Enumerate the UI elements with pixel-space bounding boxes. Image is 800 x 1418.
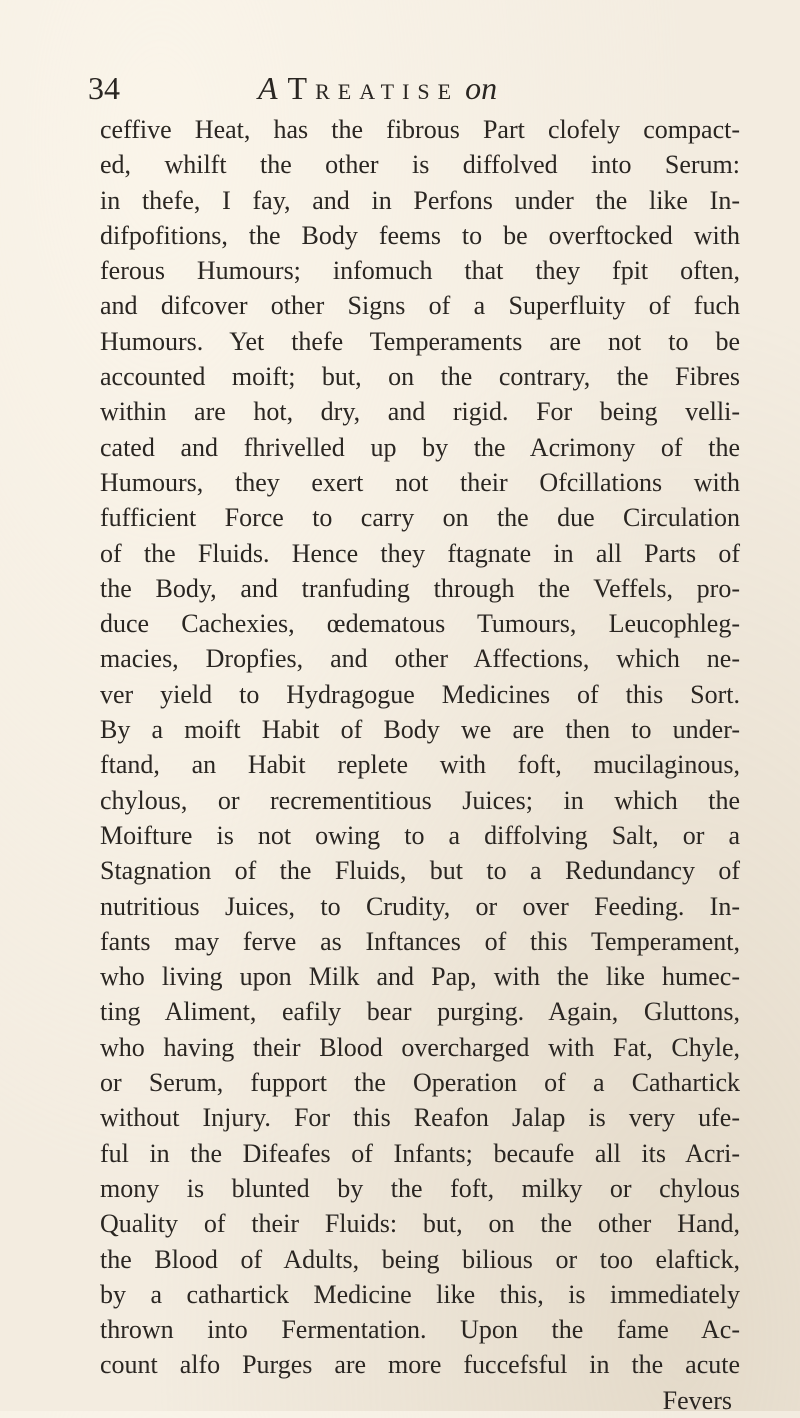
running-title-word: Treatise — [287, 70, 460, 106]
running-title — [258, 66, 497, 110]
text-line: without Injury. For this Reafon Jalap is very ufe- — [100, 1103, 740, 1133]
text-line: Humours, they exert not their Ofcillations with — [100, 467, 740, 497]
text-line: cated and fhrivelled up by the Acrimony of the — [100, 432, 740, 462]
running-title-article: A — [258, 70, 278, 106]
page-number: 34 — [88, 70, 120, 106]
text-line: count alfo Purges are more fuccefsful in the acute — [100, 1350, 740, 1380]
text-line: who living upon Milk and Pap, with the like humec- — [100, 962, 740, 992]
text-line: macies, Dropfies, and other Affections, which ne- — [100, 644, 740, 674]
text-line: By a moift Habit of Body we are then to under- — [100, 715, 740, 745]
text-line: thrown into Fermentation. Upon the fame Ac- — [100, 1315, 740, 1345]
text-line: accounted moift; but, on the contrary, the Fibres — [100, 362, 740, 392]
text-line: ting Aliment, eafily bear purging. Again, Gluttons, — [100, 997, 740, 1027]
text-line: of the Fluids. Hence they ftagnate in all Parts of — [100, 538, 740, 568]
text-line: ed, whilft the other is diffolved into Serum: — [100, 150, 740, 180]
text-line: ver yield to Hydragogue Medicines of this Sort. — [100, 679, 740, 709]
text-line: and difcover other Signs of a Superfluity of fuch — [100, 291, 740, 321]
running-head — [88, 66, 728, 116]
text-line: or Serum, fupport the Operation of a Cathartick — [100, 1068, 740, 1098]
text-line: the Body, and tranfuding through the Veffels, pro- — [100, 573, 740, 603]
text-line: chylous, or recrementitious Juices; in which the — [100, 785, 740, 815]
body-text — [100, 112, 740, 1418]
text-line: fants may ferve as Inftances of this Temperament, — [100, 926, 740, 956]
text-line: within are hot, dry, and rigid. For being velli- — [100, 397, 740, 427]
text-line: mony is blunted by the foft, milky or chylous — [100, 1173, 740, 1203]
text-line: ful in the Difeafes of Infants; becaufe all its Acri- — [100, 1138, 740, 1168]
catchword: Fevers — [662, 1385, 732, 1415]
text-line: difpofitions, the Body feems to be overftocked with — [100, 220, 740, 250]
text-line: ferous Humours; infomuch that they fpit often, — [100, 256, 740, 286]
text-line: Moifture is not owing to a diffolving Salt, or a — [100, 820, 740, 850]
text-line: by a cathartick Medicine like this, is immediately — [100, 1279, 740, 1309]
text-line: ftand, an Habit replete with foft, mucilaginous, — [100, 750, 740, 780]
text-line: the Blood of Adults, being bilious or too elaftick, — [100, 1244, 740, 1274]
text-line: who having their Blood overcharged with Fat, Chyle, — [100, 1032, 740, 1062]
text-line: Humours. Yet thefe Temperaments are not to be — [100, 326, 740, 356]
text-line: ceffive Heat, has the fibrous Part clofely compact- — [100, 115, 740, 144]
running-title-on: on — [465, 70, 498, 106]
text-line: Quality of their Fluids: but, on the other Hand, — [100, 1209, 740, 1239]
text-line: fufficient Force to carry on the due Circulation — [100, 503, 740, 533]
text-line: nutritious Juices, to Crudity, or over Feeding. In- — [100, 891, 740, 921]
text-line: in thefe, I fay, and in Perfons under the like In- — [100, 185, 740, 215]
text-line: Stagnation of the Fluids, but to a Redundancy of — [100, 856, 740, 886]
text-line: duce Cachexies, œdematous Tumours, Leucophleg- — [100, 609, 740, 639]
